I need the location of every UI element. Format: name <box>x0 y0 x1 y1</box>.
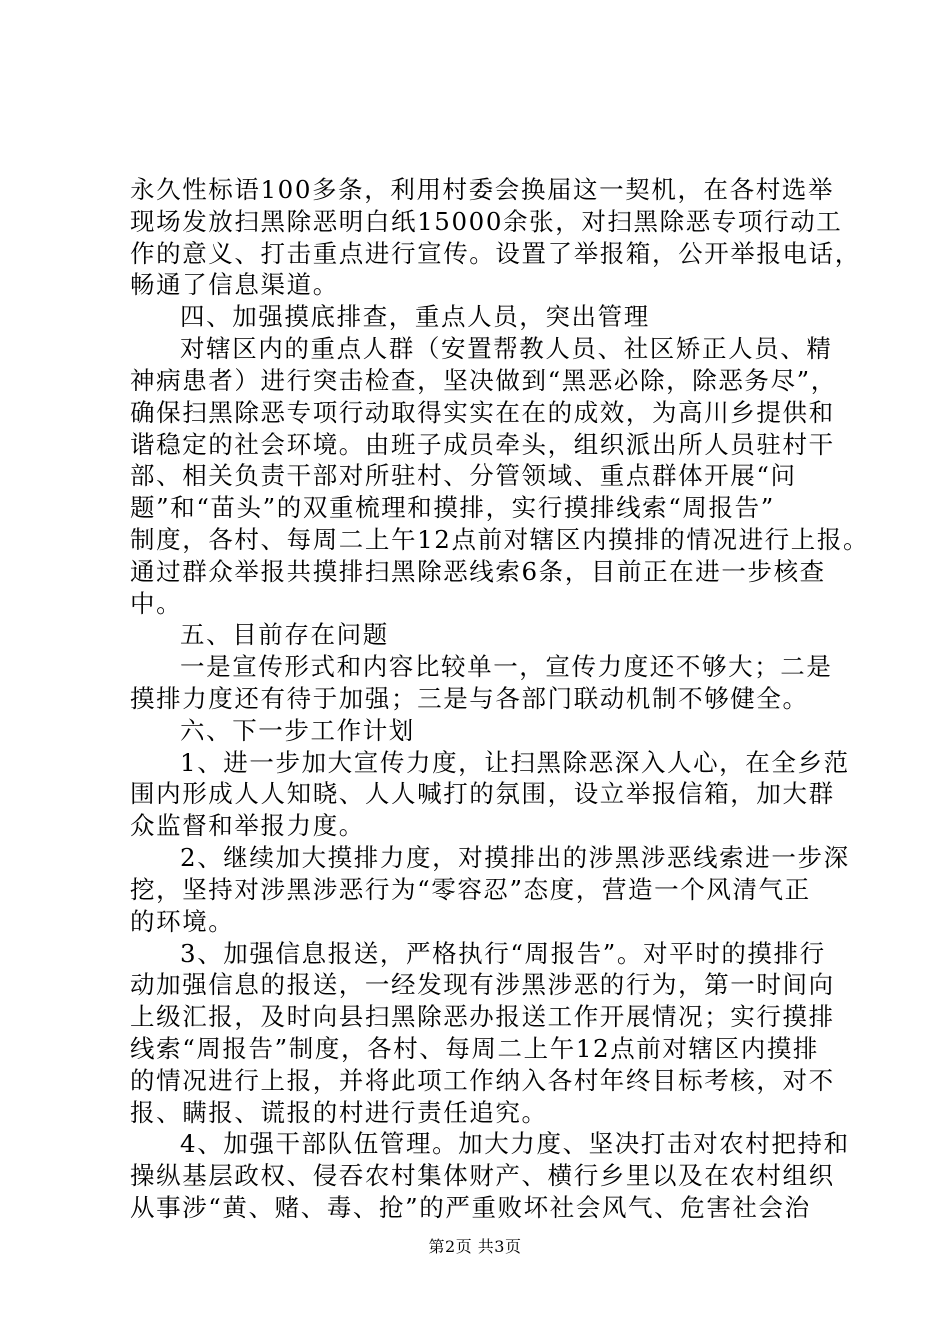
body-line: 4、加强干部队伍管理。加大力度、坚决打击对农村把持和 <box>180 1129 850 1158</box>
body-line: 线索“周报告”制度，各村、每周二上午12点前对辖区内摸排 <box>130 1034 820 1063</box>
body-line: 3、加强信息报送，严格执行“周报告”。对平时的摸排行 <box>180 939 826 968</box>
body-line: 从事涉“黄、赌、毒、抢”的严重败坏社会风气、危害社会治 <box>130 1193 811 1222</box>
section-heading: 四、加强摸底排查，重点人员，突出管理 <box>180 302 650 331</box>
body-line: 作的意义、打击重点进行宣传。设置了举报箱，公开举报电话， <box>130 239 861 268</box>
body-line: 上级汇报，及时向县扫黑除恶办报送工作开展情况；实行摸排 <box>130 1002 835 1031</box>
body-line: 题”和“苗头”的双重梳理和摸排，实行摸排线索“周报告” <box>130 493 775 522</box>
body-line: 报、瞒报、谎报的村进行责任追究。 <box>130 1098 548 1127</box>
body-line: 中。 <box>130 589 183 618</box>
body-line: 确保扫黑除恶专项行动取得实实在在的成效，为高川乡提供和 <box>130 398 835 427</box>
body-line: 对辖区内的重点人群（安置帮教人员、社区矫正人员、精 <box>180 334 833 363</box>
body-line: 通过群众举报共摸排扫黑除恶线索6条，目前正在进一步核查 <box>130 557 826 586</box>
body-line: 神病患者）进行突击检查，坚决做到“黑恶必除，除恶务尽”， <box>130 366 837 395</box>
body-line: 挖，坚持对涉黑涉恶行为“零容忍”态度，营造一个风清气正 <box>130 875 811 904</box>
body-line: 永久性标语100多条，利用村委会换届这一契机，在各村选举 <box>130 175 835 204</box>
page-number: 第2页 共3页 <box>428 1237 522 1256</box>
section-heading: 六、下一步工作计划 <box>180 716 415 745</box>
section-heading: 五、目前存在问题 <box>180 620 389 649</box>
body-line: 部、相关负责干部对所驻村、分管领域、重点群体开展“问 <box>130 461 797 490</box>
body-line: 1、进一步加大宣传力度，让扫黑除恶深入人心，在全乡范 <box>180 748 850 777</box>
body-line: 谐稳定的社会环境。由班子成员牵头，组织派出所人员驻村干 <box>130 430 835 459</box>
body-line: 现场发放扫黑除恶明白纸15000余张，对扫黑除恶专项行动工 <box>130 207 843 236</box>
body-line: 摸排力度还有待于加强；三是与各部门联动机制不够健全。 <box>130 684 809 713</box>
body-line: 众监督和举报力度。 <box>130 811 365 840</box>
body-line: 动加强信息的报送，一经发现有涉黑涉恶的行为，第一时间向 <box>130 970 835 999</box>
body-line: 2、继续加大摸排力度，对摸排出的涉黑涉恶线索进一步深 <box>180 843 850 872</box>
body-line: 一是宣传形式和内容比较单一，宣传力度还不够大；二是 <box>180 652 833 681</box>
body-line: 制度，各村、每周二上午12点前对辖区内摸排的情况进行上报。 <box>130 525 870 554</box>
body-line: 操纵基层政权、侵吞农村集体财产、横行乡里以及在农村组织 <box>130 1161 835 1190</box>
body-line: 的情况进行上报，并将此项工作纳入各村年终目标考核，对不 <box>130 1066 835 1095</box>
body-line: 围内形成人人知晓、人人喊打的氛围，设立举报信箱，加大群 <box>130 779 835 808</box>
body-line: 畅通了信息渠道。 <box>130 270 339 299</box>
body-line: 的环境。 <box>130 907 235 936</box>
